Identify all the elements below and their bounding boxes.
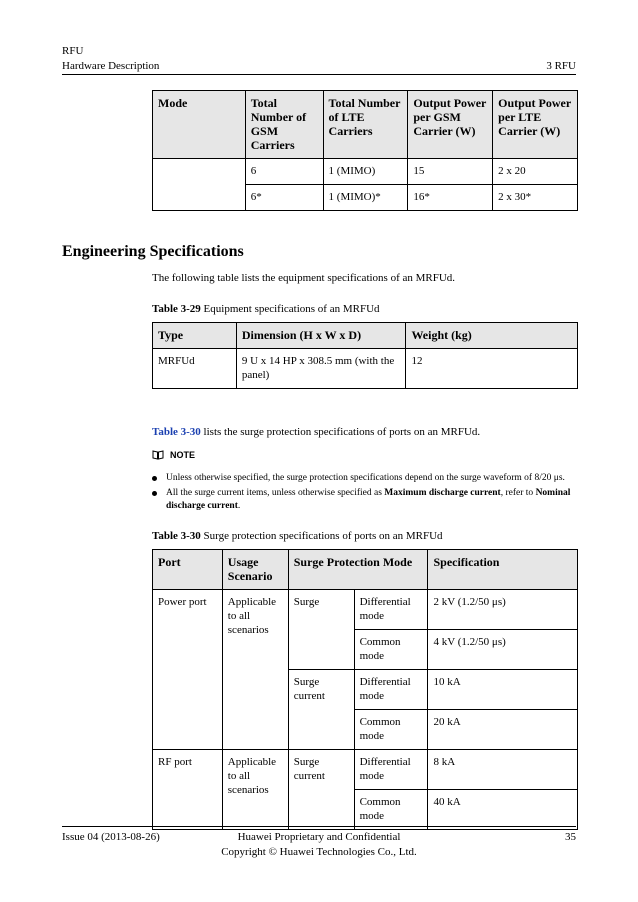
note-bullet [152, 472, 580, 485]
table-cell: 1 (MIMO)* [323, 185, 408, 211]
table-cell [153, 159, 246, 211]
table-cell: 9 U x 14 HP x 308.5 mm (with the panel) [236, 349, 406, 389]
table-cell: Common mode [354, 630, 428, 670]
bullet-bold: Maximum discharge current [384, 488, 501, 498]
surge-intro-paragraph [152, 425, 480, 439]
table-cell: 6 [245, 159, 323, 185]
table-row [153, 349, 578, 389]
footer-line1: Huawei Proprietary and Confidential [237, 831, 401, 843]
bullet-dot [152, 476, 157, 481]
table-cell: 6* [245, 185, 323, 211]
table-caption-30 [152, 530, 443, 542]
caption-label: Table 3-30 [152, 530, 201, 542]
bullet-bold: Nominal discharge current [166, 488, 571, 511]
intro-paragraph: The following table lists the equipment specifications of an MRFUd. [152, 272, 456, 284]
footer-line2: Copyright © Huawei Technologies Co., Ltd. [221, 846, 417, 858]
col-header: Total Number of LTE Carriers [323, 91, 408, 159]
col-header: Usage Scenario [222, 550, 288, 590]
table-header-row [153, 323, 578, 349]
bullet-dot [152, 491, 157, 496]
table-3-30-link[interactable]: Table 3-30 [152, 426, 201, 438]
table-header-row [153, 550, 578, 590]
footer-page-number: 35 [565, 831, 576, 843]
header-product: RFU [62, 45, 84, 57]
table-cell: Surge current [288, 670, 354, 750]
table-row [153, 159, 578, 185]
table-cell: 8 kA [428, 750, 578, 790]
bullet-text: All the surge current items, unless otherwise specified as [166, 488, 385, 498]
table-cell: Differential mode [354, 590, 428, 630]
caption-text: Surge protection specifications of ports on an MRFUd [200, 530, 443, 542]
table-cell: 2 x 30* [493, 185, 578, 211]
table-cell: 2 x 20 [493, 159, 578, 185]
col-header: Port [153, 550, 223, 590]
table-cell: 12 [406, 349, 578, 389]
section-title: Engineering Specifications [62, 243, 244, 260]
table-row [153, 590, 578, 630]
col-header: Type [153, 323, 237, 349]
table-cell: Common mode [354, 710, 428, 750]
caption-text: Equipment specifications of an MRFUd [200, 303, 380, 315]
table-header-row [153, 91, 578, 159]
bullet-text: , refer to [500, 488, 536, 498]
note-label: NOTE [170, 450, 196, 460]
table-cell: Common mode [354, 790, 428, 830]
table-cell: 16* [408, 185, 493, 211]
note-header [152, 450, 195, 460]
footer-center [0, 830, 638, 860]
table-cell: 2 kV (1.2/50 μs) [428, 590, 578, 630]
col-header: Weight (kg) [406, 323, 578, 349]
table-cell: Differential mode [354, 750, 428, 790]
equipment-spec-table [152, 322, 578, 389]
col-header: Total Number of GSM Carriers [245, 91, 323, 159]
bullet-text: Unless otherwise specified, the surge protection specifications depend on the surge waveform of 8/20 μs. [166, 473, 565, 483]
carrier-power-table [152, 90, 578, 211]
footer-issue: Issue 04 (2013-08-26) [62, 831, 160, 843]
footer-divider [62, 826, 576, 827]
header-divider [62, 74, 576, 75]
caption-label: Table 3-29 [152, 303, 201, 315]
table-cell: RF port [153, 750, 223, 830]
table-cell: Surge [288, 590, 354, 670]
col-header: Specification [428, 550, 578, 590]
table-cell: MRFUd [153, 349, 237, 389]
table-row [153, 750, 578, 790]
bullet-text: . [237, 501, 241, 511]
col-header: Dimension (H x W x D) [236, 323, 406, 349]
surge-protection-table [152, 549, 578, 830]
header-chapter: 3 RFU [546, 60, 576, 72]
table-cell: 4 kV (1.2/50 μs) [428, 630, 578, 670]
header-doc: Hardware Description [62, 60, 160, 72]
table-cell: Applicable to all scenarios [222, 750, 288, 830]
table-cell: 10 kA [428, 670, 578, 710]
table-cell: 40 kA [428, 790, 578, 830]
table-cell: Power port [153, 590, 223, 750]
col-header: Surge Protection Mode [288, 550, 428, 590]
surge-intro-text: lists the surge protection specifications of ports on an MRFUd. [200, 426, 481, 438]
book-icon [152, 450, 164, 460]
note-bullet [152, 487, 580, 513]
table-cell: Differential mode [354, 670, 428, 710]
col-header: Mode [153, 91, 246, 159]
table-caption-29 [152, 303, 380, 315]
table-cell: 15 [408, 159, 493, 185]
col-header: Output Power per LTE Carrier (W) [493, 91, 578, 159]
table-cell: Applicable to all scenarios [222, 590, 288, 750]
col-header: Output Power per GSM Carrier (W) [408, 91, 493, 159]
table-cell: Surge current [288, 750, 354, 830]
table-cell: 20 kA [428, 710, 578, 750]
table-cell: 1 (MIMO) [323, 159, 408, 185]
page-header [62, 44, 576, 74]
